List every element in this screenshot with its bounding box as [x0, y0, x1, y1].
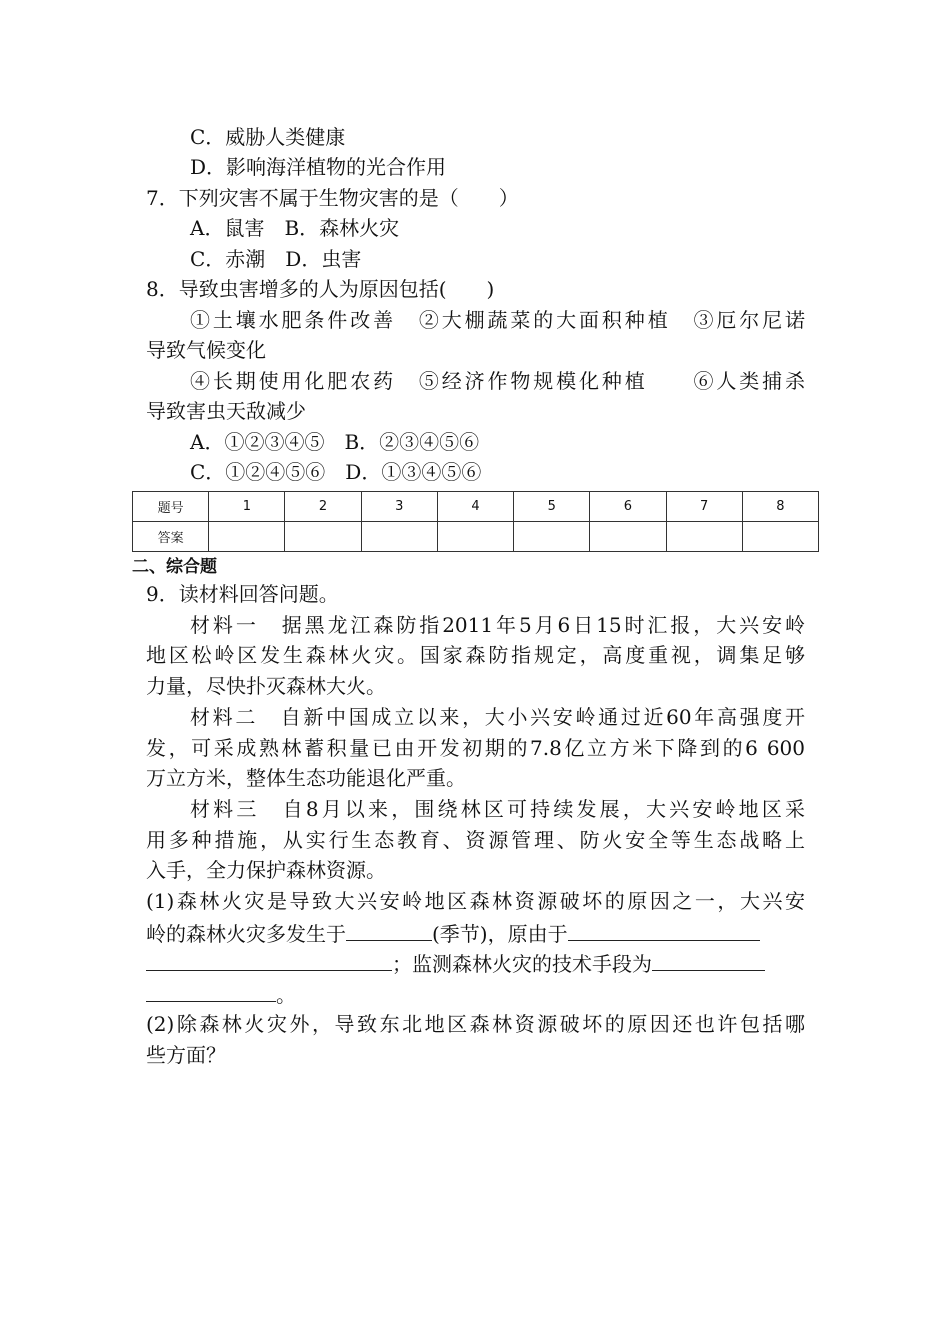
q9-part1-text-b: (季节)，原由于	[432, 922, 568, 946]
answer-table-header-row	[133, 492, 819, 522]
q9-material3-line3: 入手，全力保护森林资源。	[146, 858, 386, 882]
q8-items-line1: ①土壤水肥条件改善 ②大棚蔬菜的大面积种植 ③厄尔尼诺	[190, 308, 805, 332]
answer-table-number: 7	[666, 492, 742, 522]
answer-table-label-number: 题号	[133, 492, 209, 522]
answer-cell[interactable]	[514, 522, 590, 552]
q9-material2-line3: 万立方米，整体生态功能退化严重。	[146, 766, 466, 790]
answer-cell[interactable]	[666, 522, 742, 552]
technique-answer-blank-cont[interactable]	[146, 979, 276, 1002]
q9-part1-line1: (1)森林火灾是导致大兴安岭地区森林资源破坏的原因之一，大兴安	[146, 889, 805, 913]
answer-cell[interactable]	[437, 522, 513, 552]
answer-table-number: 6	[590, 492, 666, 522]
reason-answer-blank[interactable]	[568, 918, 760, 941]
q9-material2-line1: 材料二 自新中国成立以来，大小兴安岭通过近60年高强度开	[190, 705, 805, 729]
reason-answer-blank-cont[interactable]	[146, 948, 392, 971]
q6-option-d: D．影响海洋植物的光合作用	[190, 155, 447, 179]
q9-material2-line2: 发，可采成熟林蓄积量已由开发初期的7.8亿立方米下降到的6 600	[146, 736, 805, 760]
q9-material3-line2: 用多种措施，从实行生态教育、资源管理、防火安全等生态战略上	[146, 828, 805, 852]
answer-cell[interactable]	[361, 522, 437, 552]
q9-material3-line1: 材料三 自8月以来，围绕林区可持续发展，大兴安岭地区采	[190, 797, 805, 821]
q7-stem: 7．下列灾害不属于生物灾害的是（ ）	[146, 186, 519, 210]
q9-part1-text-d: 。	[276, 983, 296, 1007]
season-answer-blank[interactable]	[346, 918, 432, 941]
answer-cell[interactable]	[590, 522, 666, 552]
answer-cell[interactable]	[285, 522, 361, 552]
answer-table-number: 2	[285, 492, 361, 522]
answer-table-label-answer: 答案	[133, 522, 209, 552]
q9-part1-text-c: ；监测森林火灾的技术手段为	[392, 952, 652, 976]
q8-items-line4: 导致害虫天敌减少	[146, 399, 306, 423]
q9-material1-line1: 材料一 据黑龙江森防指2011年5月6日15时汇报，大兴安岭	[190, 613, 805, 637]
technique-answer-blank[interactable]	[652, 948, 765, 971]
answer-table-number: 4	[437, 492, 513, 522]
q8-items-line2: 导致气候变化	[146, 338, 266, 362]
q8-items-line3: ④长期使用化肥农药 ⑤经济作物规模化种植 ⑥人类捕杀	[190, 369, 805, 393]
q9-part1-line2	[146, 918, 760, 948]
q9-part1-text-a: 岭的森林火灾多发生于	[146, 922, 346, 946]
answer-table	[132, 491, 819, 552]
answer-cell[interactable]	[209, 522, 285, 552]
answer-cell[interactable]	[742, 522, 818, 552]
q8-options-ab: A．①②③④⑤ B．②③④⑤⑥	[190, 430, 480, 454]
answer-table-number: 1	[209, 492, 285, 522]
answer-table-number: 8	[742, 492, 818, 522]
answer-table-number: 5	[514, 492, 590, 522]
q7-options-cd: C．赤潮 D．虫害	[190, 247, 362, 271]
answer-table-answer-row	[133, 522, 819, 552]
section-title: 二、综合题	[132, 557, 217, 577]
answer-table-number: 3	[361, 492, 437, 522]
q9-part2-line2: 些方面？	[146, 1043, 226, 1067]
q7-options-ab: A．鼠害 B．森林火灾	[190, 216, 400, 240]
q8-options-cd: C．①②④⑤⑥ D．①③④⑤⑥	[190, 460, 482, 484]
q8-stem: 8．导致虫害增多的人为原因包括( )	[146, 277, 495, 301]
q9-part2-line1: (2)除森林火灾外，导致东北地区森林资源破坏的原因还也许包括哪	[146, 1012, 805, 1036]
q9-part1-line4	[146, 979, 296, 1009]
q9-material1-line2: 地区松岭区发生森林火灾。国家森防指规定，高度重视，调集足够	[146, 643, 805, 667]
q9-material1-line3: 力量，尽快扑灭森林大火。	[146, 674, 386, 698]
q9-part1-line3	[146, 948, 765, 978]
q6-option-c: C．威胁人类健康	[190, 125, 346, 149]
q9-stem: 9．读材料回答问题。	[146, 582, 339, 606]
